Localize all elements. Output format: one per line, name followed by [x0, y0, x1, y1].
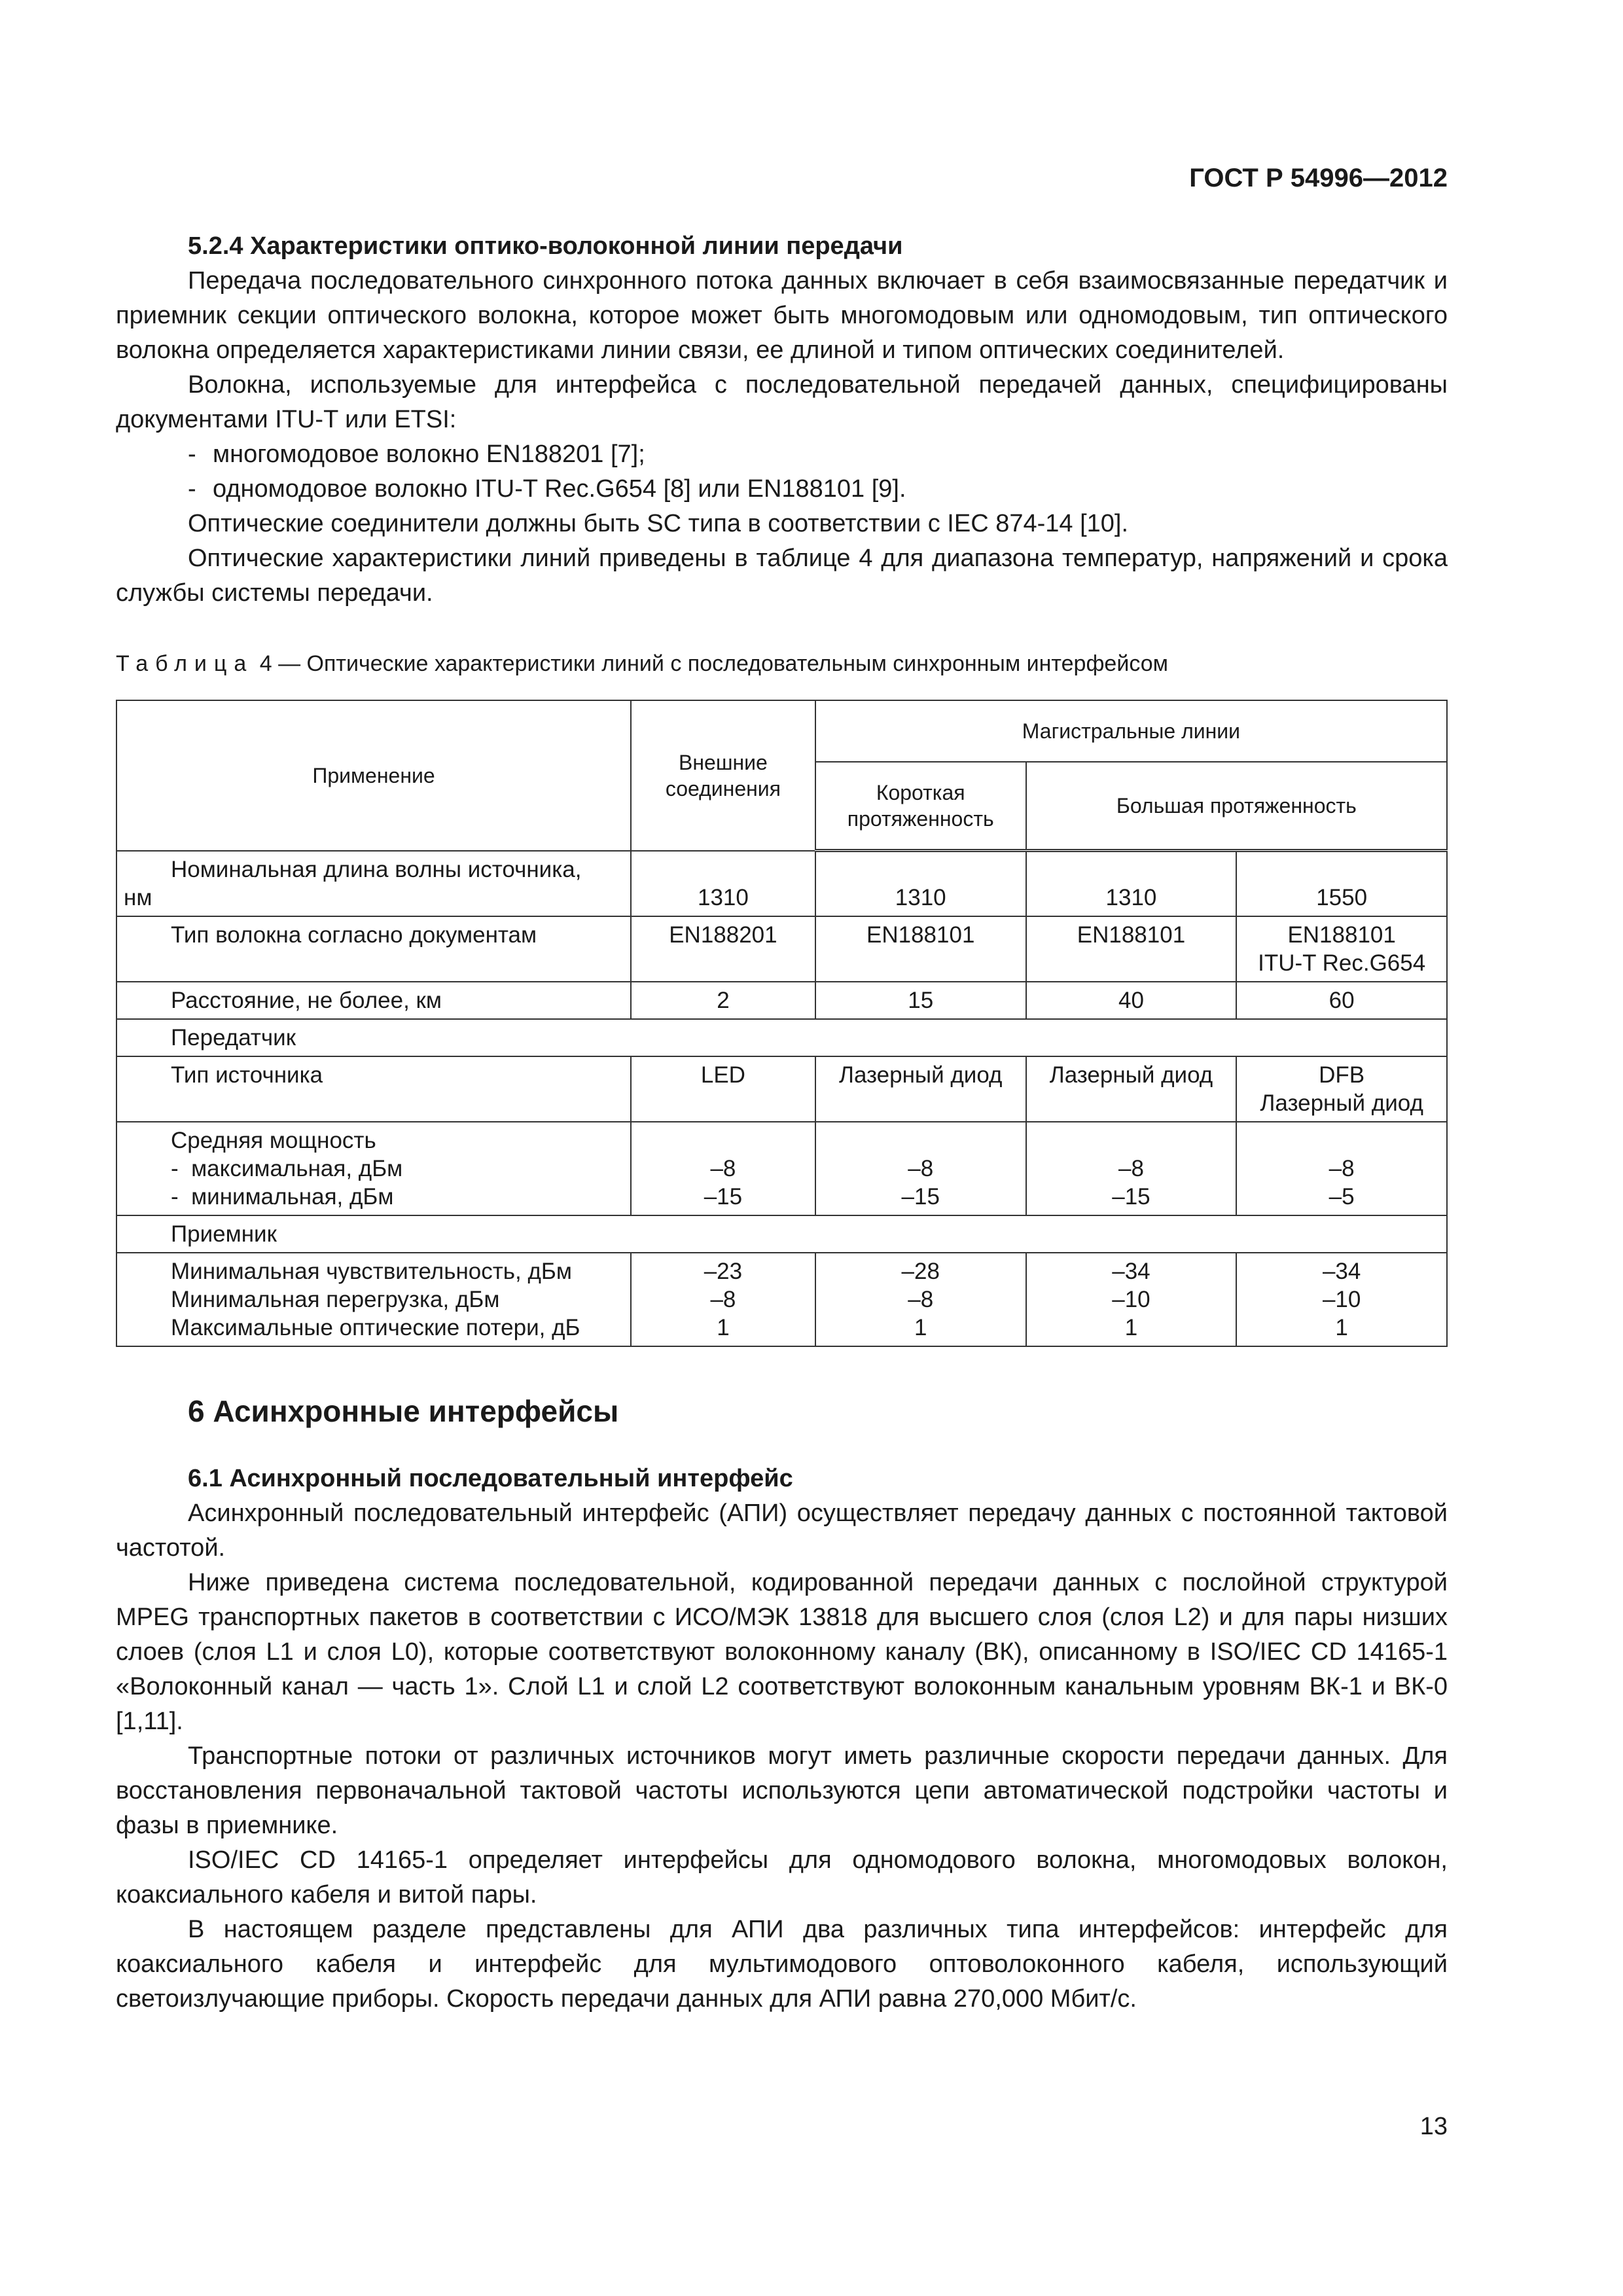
page-number: 13	[1419, 2113, 1448, 2140]
table-row	[116, 916, 1447, 982]
cell: 1310	[631, 851, 815, 916]
cell: LED	[631, 1056, 815, 1122]
page-content	[116, 229, 1448, 2017]
list-item-text: многомодовое волокно EN188201 [7];	[213, 440, 645, 468]
paragraph: Волокна, используемые для интерфейса с последовательной передачей данных, специфицированы документами ITU-T или ETSI:	[116, 371, 1448, 433]
paragraph: Асинхронный последовательный интерфейс (АПИ) осуществляет передачу данных с постоянной тактовой частотой.	[116, 1499, 1448, 1562]
cell: Лазерный диод	[815, 1056, 1026, 1122]
paragraph: Передача последовательного синхронного потока данных включает в себя взаимосвязанные передатчик и приемник секции оптического волокна, которое может быть многомодовым или одномодовым, тип оптического волокна определяется характеристиками линии связи, ее длиной и типом оптических соединителей.	[116, 267, 1448, 364]
group-label-receiver: Приемник	[116, 1215, 1447, 1253]
cell: –8 –5	[1236, 1122, 1447, 1215]
list-item-text: одномодовое волокно ITU-T Rec.G654 [8] или EN188101 [9].	[213, 475, 906, 503]
table-row	[116, 1056, 1447, 1122]
standard-number: ГОСТ Р 54996—2012	[1189, 164, 1448, 192]
row-label: Расстояние, не более, км	[116, 982, 631, 1019]
row-label: Тип источника	[116, 1056, 631, 1122]
table-caption	[116, 647, 1448, 681]
cell: EN188101 ITU-T Rec.G654	[1236, 916, 1447, 982]
cell: –34 –10 1	[1236, 1253, 1447, 1346]
row-label: Минимальная чувствительность, дБм Минимальная перегрузка, дБм Максимальные оптические потери, дБ	[116, 1253, 631, 1346]
cell: EN188201	[631, 916, 815, 982]
cell: –23 –8 1	[631, 1253, 815, 1346]
row-label: Средняя мощность - максимальная, дБм - минимальная, дБм	[116, 1122, 631, 1215]
paragraph: Ниже приведена система последовательной, кодированной передачи данных с послойной структурой MPEG транспортных пакетов в соответствии с ИСО/МЭК 13818 для высшего слоя (слоя L2) и для пары низших слоев (слоя L1 и слоя L0), которые соответствуют волоконному каналу (ВК), описанному в ISO/IEC CD 14165-1 «Волоконный канал — часть 1». Слой L1 и слой L2 соответствуют волоконным канальным уровням ВК-1 и ВК-0 [1,11].	[116, 1568, 1448, 1735]
table-row	[116, 982, 1447, 1019]
cell: –34 –10 1	[1026, 1253, 1237, 1346]
cell: –8 –15	[1026, 1122, 1237, 1215]
section-heading-6: 6 Асинхронные интерфейсы	[188, 1393, 619, 1428]
cell: 1550	[1236, 851, 1447, 916]
table-header-row	[116, 700, 1447, 762]
paragraph: В настоящем разделе представлены для АПИ два различных типа интерфейсов: интерфейс для коаксиального кабеля и интерфейс для мультимодового оптоволоконного кабеля, использующий светоизлучающие приборы. Скорость передачи данных для АПИ равна 270,000 Мбит/с.	[116, 1915, 1448, 2013]
header-short: Короткая протяженность	[815, 762, 1026, 851]
cell: –28 –8 1	[815, 1253, 1026, 1346]
cell: 60	[1236, 982, 1447, 1019]
cell: 40	[1026, 982, 1237, 1019]
paragraph: Оптические характеристики линий приведены в таблице 4 для диапазона температур, напряжений и срока службы системы передачи.	[116, 545, 1448, 607]
row-label: Тип волокна согласно документам	[116, 916, 631, 982]
table-row	[116, 851, 1447, 916]
group-label-transmitter: Передатчик	[116, 1019, 1447, 1056]
table-caption-label: Таблица	[116, 651, 254, 676]
cell: –8 –15	[815, 1122, 1026, 1215]
paragraph: Транспортные потоки от различных источников могут иметь различные скорости передачи данных. Для восстановления первоначальной тактовой частоты используются цепи автоматической подстройки частоты и фазы в приемнике.	[116, 1742, 1448, 1839]
paragraph: Оптические соединители должны быть SC типа в соответствии с IEC 874-14 [10].	[188, 510, 1129, 537]
list-item: - многомодовое волокно EN188201 [7];	[188, 440, 645, 468]
table-group-row	[116, 1215, 1447, 1253]
cell: 15	[815, 982, 1026, 1019]
cell: –8 –15	[631, 1122, 815, 1215]
section-heading-6-1: 6.1 Асинхронный последовательный интерфейс	[188, 1464, 793, 1492]
header-trunk: Магистральные линии	[815, 700, 1447, 762]
cell: DFB Лазерный диод	[1236, 1056, 1447, 1122]
table-row	[116, 1253, 1447, 1346]
table-row	[116, 1122, 1447, 1215]
cell: Лазерный диод	[1026, 1056, 1237, 1122]
paragraph: ISO/IEC CD 14165-1 определяет интерфейсы для одномодового волокна, многомодовых волокон, коаксиального кабеля и витой пары.	[116, 1846, 1448, 1909]
row-label: Номинальная длина волны источника, нм	[116, 851, 631, 916]
table-caption-text: 4 — Оптические характеристики линий с последовательным синхронным интерфейсом	[253, 651, 1168, 676]
optical-characteristics-table	[116, 700, 1448, 1347]
table-group-row	[116, 1019, 1447, 1056]
header-application: Применение	[116, 700, 631, 851]
header-long: Большая протяженность	[1026, 762, 1447, 851]
header-external: Внешние соединения	[631, 700, 815, 851]
cell: 2	[631, 982, 815, 1019]
cell: 1310	[1026, 851, 1237, 916]
cell: 1310	[815, 851, 1026, 916]
cell: EN188101	[1026, 916, 1237, 982]
cell: EN188101	[815, 916, 1026, 982]
section-heading-5-2-4: 5.2.4 Характеристики оптико-волоконной линии передачи	[188, 232, 903, 260]
list-item: - одномодовое волокно ITU-T Rec.G654 [8] или EN188101 [9].	[188, 475, 906, 503]
